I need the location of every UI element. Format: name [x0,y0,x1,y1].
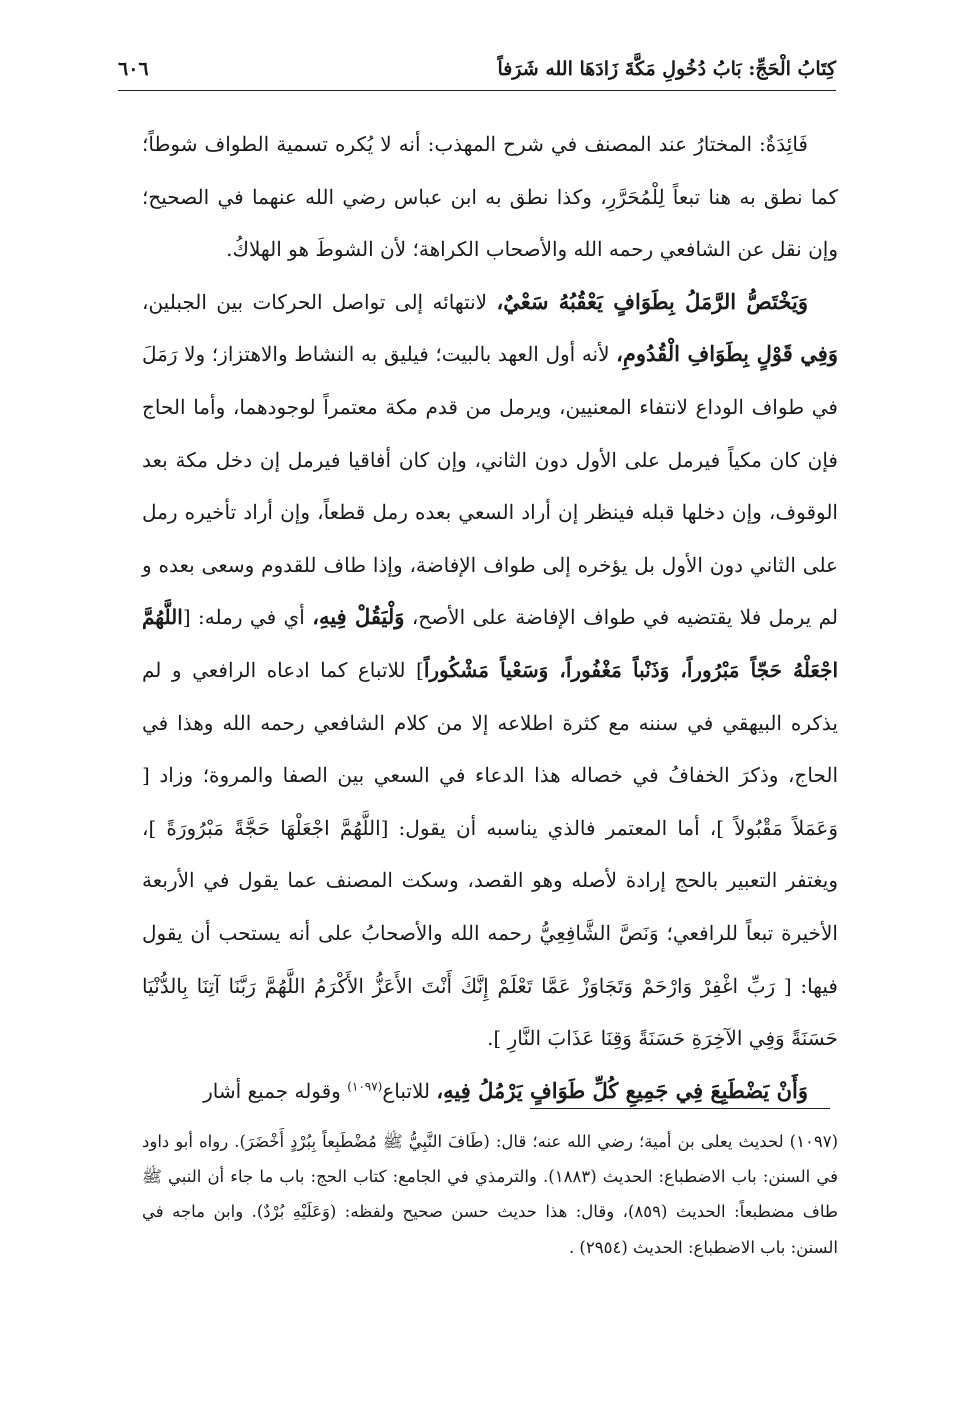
supplication-quote: اللَّهُمَّ اجْعَلْهُ حَجّاً مَبْرُوراً، وَذَنْباً مَغْفُوراً، وَسَعْياً مَشْكُوراً [142,605,838,682]
commentary-text: للاتباع [382,1078,437,1103]
footnote-reference: (١٠٩٧) [347,1079,383,1094]
commentary-text: أي في رمله: [ [182,605,313,630]
commentary-text: وقوله جميع أشار [203,1078,348,1103]
footnote-divider [530,1108,830,1109]
matn-text: وَأَنْ يَضْطَبِعَ فِي جَمِيعِ كُلِّ طَوَافٍ يَرْمُلُ فِيهِ، [436,1077,808,1103]
footnote: (١٠٩٧) لحديث يعلى بن أمية؛ رضي الله عنه؛ قال: (طَافَ النَّبِيُّ ﷺ مُضْطَبِعاً بِبُرْدٍ أَخْضَرَ). رواه أبو داود في السنن: باب الاضطباع: الحديث (١٨٨٣). والترمذي في الجامع: كتاب الحج: باب ما جاء أن النبي ﷺ طاف مضطبعاً: الحديث (٨٥٩)، وقال: هذا حديث حسن صحيح ولفظه: (وَعَلَيْهِ بُرْدٌ). وابن ماجه في السنن: باب الاضطباع: الحديث (٢٩٥٤) . [142,1132,838,1257]
matn-text: وَلْيَقُلْ فِيهِ، [312,604,405,630]
header-title: كِتَابُ الْحَجِّ: بَابُ دُخُولِ مَكَّةَ زَادَهَا الله شَرَفاً [497,58,836,80]
matn-text: وَفِي قَوْلٍ بِطَوَافِ الْقُدُومِ، [616,341,838,367]
page-number: ٦٠٦ [118,58,149,80]
matn-text: وَيَخْتَصُّ الرَّمَلُ بِطَوَافٍ يَعْقُبُهُ سَعْيٌ، [496,288,808,314]
paragraph-raml [142,276,838,1065]
paragraph-note: فَائِدَةٌ: المختارُ عند المصنف في شرح المهذب: أنه لا يُكره تسمية الطواف شوطاً؛ كما نطق به هنا تبعاً لِلْمُحَرَّرِ، وكذا نطق به ابن عباس رضي الله عنهما في الصحيح؛ وإن نقل عن الشافعي رحمه الله والأصحاب الكراهة؛ لأن الشوطَ هو الهلاكُ. [142,132,839,262]
main-text [142,118,838,1117]
commentary-text: لأنه أول العهد بالبيت؛ فيليق به النشاط والاهتزاز؛ ولا رَمَلَ في طواف الوداع لانتفاء المعنيين، ويرمل من قدم مكة معتمراً لوجودهما، وأما الحاج فإن كان مكياً فيرمل على الأول دون الثاني، وإن كان أفاقيا فيرمل إن دخل مكة بعد الوقوف، وإن دخلها قبله فينظر إن أراد السعي بعده رمل قطعاً، وإن أراد تأخيره رمل على الثاني دون الأول بل يؤخره إلى طواف الإفاضة، وإذا طاف للقدوم وسعى بعده و لم يرمل فلا يقتضيه في طواف الإفاضة على الأصح، [142,342,838,630]
paragraph-idtiba [142,1065,838,1118]
running-header [118,56,836,91]
commentary-text: ] للاتباع كما ادعاه الرافعي و لم يذكره البيهقي في سننه مع كثرة اطلاعه إلا من كلام الشافعي رحمه الله وهذا في الحاج، وذكرَ الخفافُ في خصاله هذا الدعاء في السعي بين الصفا والمروة؛ وزاد [ وَعَمَلاً مَقْبُولاً ]، أما المعتمر فالذي يناسبه أن يقول: [اللَّهُمَّ اجْعَلْهَا حَجَّةً مَبْرُورَةً ]، ويغتفر التعبير بالحج إرادة لأصله وهو القصد، وسكت المصنف عما يقول في الأربعة الأخيرة تبعاً للرافعي؛ وَنَصَّ الشَّافِعِيُّ رحمه الله والأصحابُ على أنه يستحب أن يقول فيها: [ رَبِّ اغْفِرْ وَارْحَمْ وَتَجَاوَزْ عَمَّا تَعْلَمْ إِنَّكَ أَنْتَ الأَعَزُّ الأَكْرَمُ اللَّهُمَّ رَبَّنَا آتِنَا بِالدُّنْيَا حَسَنَةً وَفِي الآخِرَةِ حَسَنَةً وَقِنَا عَذَابَ النَّارِ ]. [142,657,839,1051]
footnotes [142,1124,838,1265]
commentary-text: لانتهائه إلى تواصل الحركات بين الجبلين، [142,289,497,314]
